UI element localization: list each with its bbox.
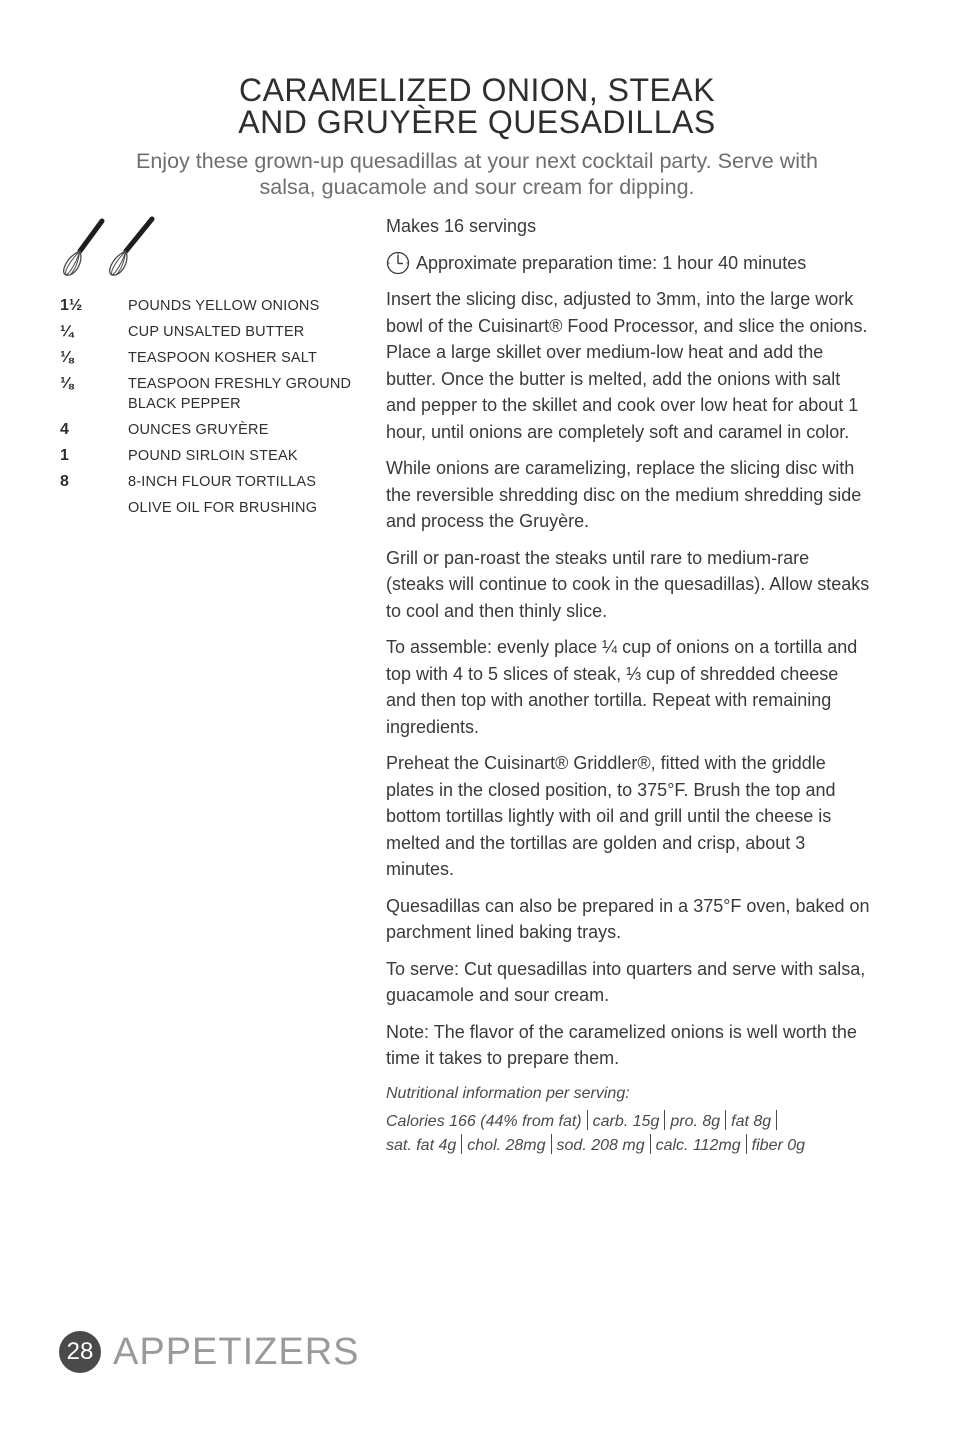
- recipe-title-line-1: CARAMELIZED ONION, STEAK: [238, 72, 716, 108]
- nutrition-heading: Nutritional information per serving:: [386, 1084, 630, 1102]
- servings-text: Makes 16 servings: [386, 216, 537, 236]
- clock-icon: [386, 251, 410, 275]
- divider: [725, 1110, 726, 1130]
- ingredient-quantity: ⅛: [60, 375, 74, 392]
- ingredient-quantity: 1: [60, 447, 69, 464]
- nutrition-value: pro. 8g: [670, 1112, 721, 1130]
- ingredient-item: [60, 446, 360, 466]
- recipe-intro-line-2: salsa, guacamole and sour cream for dipping.: [259, 175, 695, 199]
- method-step: To assemble: evenly place ¼ cup of onions on a tortilla and top with 4 to 5 slices of steak, ⅓ cup of shredded cheese and then top with another tortilla. Repeat with remaining ingredients.: [386, 637, 858, 737]
- whisk-icon: [110, 219, 152, 275]
- divider: [461, 1134, 462, 1154]
- ingredient-name: TEASPOON FRESHLY GROUND BLACK PEPPER: [128, 376, 352, 412]
- ingredient-quantity: 8: [60, 473, 69, 490]
- recipe-intro-line-1: Enjoy these grown-up quesadillas at your next cocktail party. Serve with: [136, 149, 818, 173]
- ingredient-name: OUNCES GRUYÈRE: [128, 422, 269, 438]
- page-footer: [59, 1331, 360, 1373]
- divider: [664, 1110, 665, 1130]
- nutrition-value: sod. 208 mg: [556, 1136, 645, 1154]
- recipe-method: [386, 213, 870, 1158]
- nutrition-value: fat 8g: [731, 1112, 772, 1130]
- nutrition-value: carb. 15g: [592, 1112, 660, 1130]
- ingredient-name: 8-INCH FLOUR TORTILLAS: [128, 474, 317, 490]
- section-title: APPETIZERS: [113, 1331, 360, 1373]
- ingredient-quantity: 1½: [60, 297, 83, 314]
- ingredient-item: [60, 374, 360, 414]
- nutrition-value: sat. fat 4g: [386, 1136, 457, 1154]
- divider: [746, 1134, 747, 1154]
- method-step: To serve: Cut quesadillas into quarters and serve with salsa, guacamole and sour cream.: [386, 958, 866, 1005]
- ingredient-name: CUP UNSALTED BUTTER: [128, 324, 305, 340]
- nutrition-value: calc. 112mg: [655, 1136, 741, 1154]
- ingredient-name: OLIVE OIL FOR BRUSHING: [128, 500, 318, 516]
- prep-time-text: Approximate preparation time: 1 hour 40 minutes: [416, 252, 807, 273]
- ingredient-list: [60, 296, 360, 524]
- nutrition-line: [386, 1110, 870, 1134]
- recipe-title-line-2: AND GRUYÈRE QUESADILLAS: [238, 104, 716, 140]
- ingredient-name: POUND SIRLOIN STEAK: [128, 448, 298, 464]
- whisk-icon: [64, 221, 102, 275]
- ingredient-item: [60, 296, 360, 316]
- page-number: 28: [59, 1331, 101, 1373]
- ingredient-name: TEASPOON KOSHER SALT: [128, 350, 318, 366]
- nutrition-line: [386, 1134, 870, 1158]
- method-step: Grill or pan-roast the steaks until rare to medium-rare (steaks will continue to cook in the quesadillas). Allow steaks to cool and then thinly slice.: [386, 547, 870, 621]
- recipe-intro: [60, 148, 894, 200]
- divider: [587, 1110, 588, 1130]
- ingredient-item: [60, 498, 360, 518]
- ingredient-quantity: 4: [60, 421, 69, 438]
- difficulty-whisk-icons: [58, 215, 168, 279]
- method-step: While onions are caramelizing, replace the slicing disc with the reversible shredding disc on the medium shredding side and process the Gruyère.: [386, 458, 862, 531]
- ingredient-item: [60, 322, 360, 342]
- method-step: Preheat the Cuisinart® Griddler®, fitted with the griddle plates in the closed position, to 375°F. Brush the top and bottom tortillas lightly with oil and grill until the cheese is melted and the tortillas are golden and crisp, about 3 minutes.: [386, 753, 836, 879]
- recipe-title: [0, 74, 954, 138]
- divider: [551, 1134, 552, 1154]
- method-step: Quesadillas can also be prepared in a 375°F oven, baked on parchment lined baking trays.: [386, 895, 870, 942]
- nutrition-value: chol. 28mg: [467, 1136, 546, 1154]
- ingredient-item: [60, 472, 360, 492]
- nutrition-value: Calories 166 (44% from fat): [386, 1112, 582, 1130]
- divider: [776, 1110, 777, 1130]
- method-step: Note: The flavor of the caramelized onions is well worth the time it takes to prepare them.: [386, 1021, 857, 1068]
- ingredient-item: [60, 348, 360, 368]
- method-step: Insert the slicing disc, adjusted to 3mm, into the large work bowl of the Cuisinart® Food Processor, and slice the onions. Place a large skillet over medium-low heat and add the butter. Once the butter is melted, add the onions with salt and pepper to the skillet and cook over low heat for about 1 hour, until onions are completely soft and caramel in color.: [386, 289, 868, 442]
- ingredient-quantity: ⅛: [60, 349, 74, 366]
- nutrition-value: fiber 0g: [751, 1136, 806, 1154]
- divider: [650, 1134, 651, 1154]
- ingredient-name: POUNDS YELLOW ONIONS: [128, 298, 320, 314]
- ingredient-quantity: ¼: [60, 323, 74, 340]
- ingredient-item: [60, 420, 360, 440]
- prep-time: [386, 250, 870, 277]
